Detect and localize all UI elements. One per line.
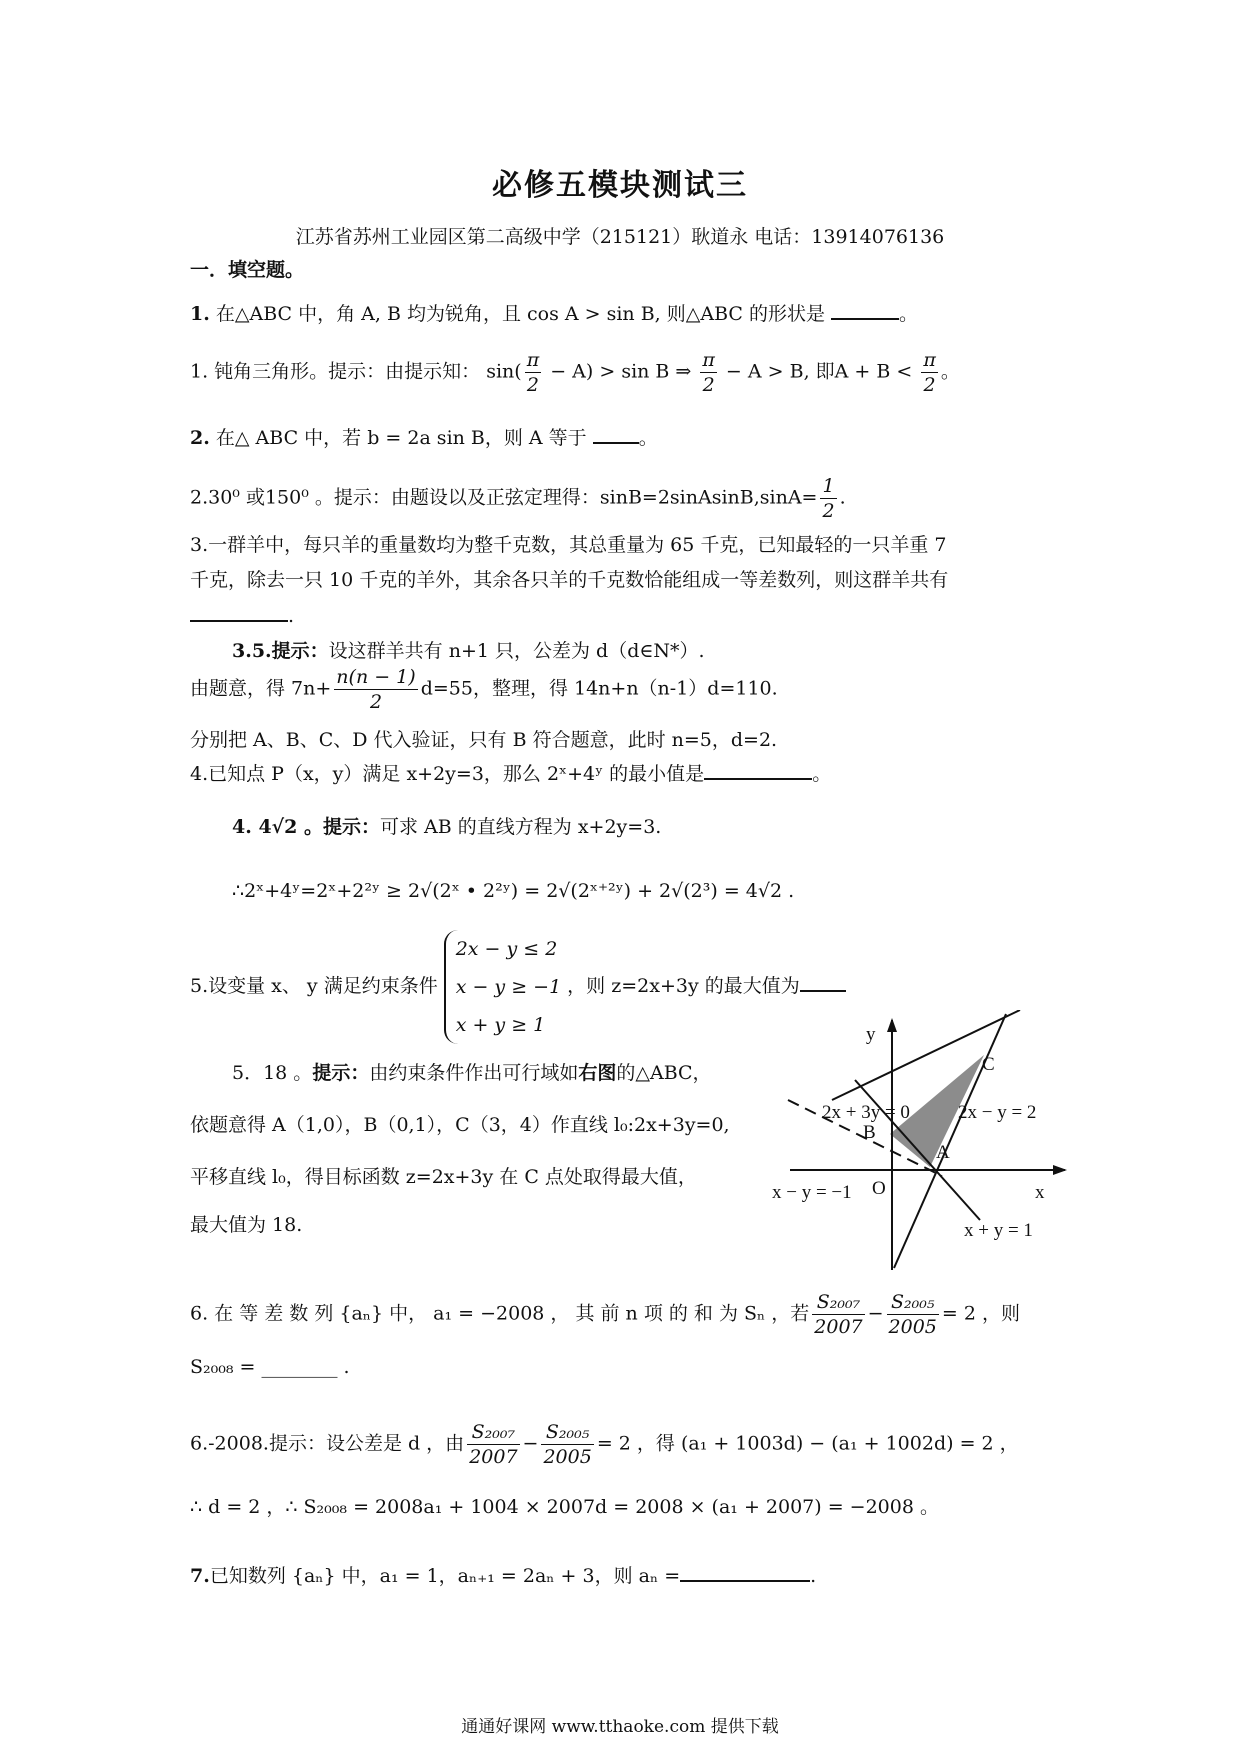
answer-3-line3: 分别把 A、B、C、D 代入验证，只有 B 符合题意，此时 n=5，d=2.: [190, 729, 778, 751]
answer-6-line2: ∴ d = 2 ，∴ S₂₀₀₈ = 2008a₁ + 1004 × 2007d = 2008 × (a₁ + 2007) = −2008 。: [190, 1496, 939, 1518]
section-heading: 一．填空题。: [190, 259, 305, 281]
answer-blank: [593, 422, 639, 444]
question-5: 5.设变量 x、 y 满足约束条件 2x − y ≤ 2 x − y ≥ −1 x + y ≥ 1 ，则 z=2x+3y 的最大值为: [190, 930, 846, 1044]
line-label-x-y-1: x + y = 1: [964, 1220, 1033, 1241]
page-title: 必修五模块测试三: [492, 168, 748, 203]
question-6-line2: S₂₀₀₈ = ________ .: [190, 1356, 350, 1378]
x-axis-arrow: [1053, 1165, 1067, 1175]
answer-blank: [800, 970, 846, 992]
line-label-x-y-neg1: x − y = −1: [772, 1182, 852, 1203]
y-axis-arrow: [887, 1018, 897, 1032]
question-3-line2: 千克，除去一只 10 千克的羊外，其余各只羊的千克数恰能组成一等差数列，则这群羊共有: [190, 569, 949, 591]
answer-4-line2: ∴2ˣ+4ʸ=2ˣ+2²ʸ ≥ 2√(2ˣ • 2²ʸ) = 2√(2ˣ⁺²ʸ) + 2√(2³) = 4√2 .: [232, 880, 795, 902]
constraint-system: 2x − y ≤ 2 x − y ≥ −1 x + y ≥ 1: [444, 930, 561, 1044]
answer-3-line2: 由题意，得 7n+ $\frac{n(n - 1)}{2}$ d=55，整理，得 14n+n（n-1）d=110.: [190, 666, 778, 713]
question-3-blank: .: [190, 600, 294, 631]
point-a-label: A: [936, 1142, 950, 1163]
answer-5-line1: 5．18 。提示：由约束条件作出可行域如右图的△ABC，: [232, 1062, 712, 1084]
line-label-2x-y-2: 2x − y = 2: [958, 1102, 1037, 1123]
question-6-line1: 6. 在 等 差 数 列 {aₙ} 中， a₁ = −2008 ， 其 前 n 项 的 和 为 Sₙ ，若 $\frac{\text{S₂₀₀₇}}{2007}$ − $\frac{\text{S₂₀₀₅}}{2005}$ = 2 ，则: [190, 1291, 1020, 1338]
answer-4-line1: 4. 4√2 。提示：可求 AB 的直线方程为 x+2y=3.: [232, 816, 662, 838]
answer-5-line4: 最大值为 18.: [190, 1214, 303, 1236]
answer-blank: [680, 1560, 810, 1582]
answer-blank: [831, 298, 899, 320]
answer-6-line1: 6.-2008.提示：设公差是 d ，由 $\frac{\text{S₂₀₀₇}}{2007}$ − $\frac{\text{S₂₀₀₅}}{2005}$ = 2 ，得 (a₁ + 1003d) − (a₁ + 1002d) = 2 ，: [190, 1421, 1019, 1468]
author-line: 江苏省苏州工业园区第二高级中学（215121）耿道永 电话：13914076136: [295, 226, 945, 248]
answer-1: 1. 钝角三角形。提示：由提示知： sin( $\frac{\pi}{2}$ − A) > sin B ⇒ $\frac{\pi}{2}$ − A > B, 即A + B < $\frac{\pi}{2}$ 。: [190, 349, 960, 396]
answer-5-line2: 依题意得 A（1,0），B（0,1），C（3，4）作直线 l₀:2x+3y=0,: [190, 1114, 730, 1136]
question-4: 4.已知点 P（x，y）满足 x+2y=3，那么 2ˣ+4ʸ 的最小值是 。: [190, 758, 831, 789]
question-7: 7.已知数列 {aₙ} 中，a₁ = 1，aₙ₊₁ = 2aₙ + 3，则 aₙ = .: [190, 1560, 816, 1591]
answer-3-line1: 3.5.提示：设这群羊共有 n+1 只，公差为 d（d∈N*）.: [232, 640, 705, 662]
question-1: 1. 在△ABC 中，角 A, B 均为锐角，且 cos A > sin B, 则△ABC 的形状是 。: [190, 298, 918, 329]
line-label-2x-3y-0: 2x + 3y = 0: [822, 1102, 910, 1123]
point-c-label: C: [982, 1054, 995, 1075]
y-axis-label: y: [866, 1024, 876, 1045]
x-axis-label: x: [1035, 1182, 1045, 1203]
question-3-line1: 3.一群羊中，每只羊的重量数均为整千克数，其总重量为 65 千克，已知最轻的一只羊重 7: [190, 534, 947, 556]
question-2: 2. 在△ ABC 中，若 b = 2a sin B，则 A 等于 。: [190, 422, 658, 453]
answer-blank: [190, 600, 288, 622]
answer-5-line3: 平移直线 l₀，得目标函数 z=2x+3y 在 C 点处取得最大值，: [190, 1166, 697, 1188]
feasible-region-graph: [760, 1010, 1070, 1280]
answer-2: 2.30⁰ 或150⁰ 。提示：由题设以及正弦定理得：sinB=2sinAsinB,sinA= $\frac{1}{2}$ .: [190, 475, 846, 522]
point-b-label: B: [863, 1122, 876, 1143]
answer-blank: [704, 758, 812, 780]
origin-label: O: [872, 1178, 886, 1199]
page-footer: 通通好课网 www.tthaoke.com 提供下载: [461, 1717, 779, 1737]
